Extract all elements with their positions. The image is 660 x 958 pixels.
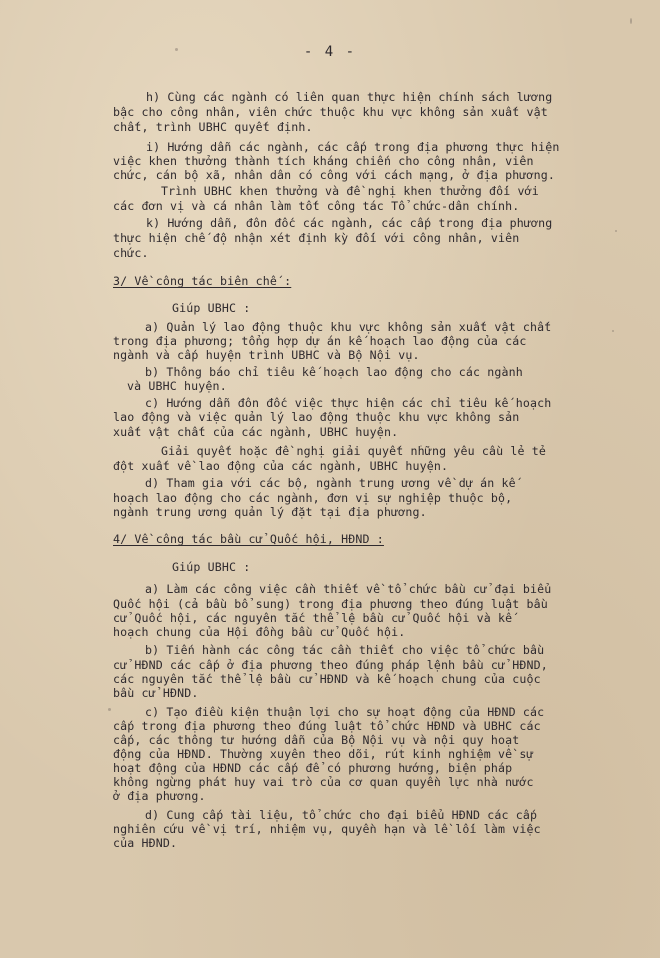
- s4-item-b-line-3: các nguyên tắc thể lệ bầu cử HĐND và kế hoạch chung của cuộc: [113, 672, 541, 686]
- s4-item-b-line-2: cử HĐND các cấp ở địa phương theo đúng pháp lệnh bầu cử HĐND,: [113, 658, 548, 672]
- item-k-line-2: thực hiện chế độ nhận xét định kỳ đối với công nhân, viên: [113, 231, 520, 245]
- section-4-heading: 4/ Về công tác bầu cử Quốc hội, HĐND :: [113, 532, 384, 546]
- s4-item-b-line-4: bầu cử HĐND.: [113, 686, 199, 700]
- s4-item-c-line-2: cấp trong địa phương theo đúng luật tổ chức HĐND và UBHC các: [113, 719, 541, 733]
- item-k-line-3: chức.: [113, 246, 149, 260]
- s3-item-d-line-3: ngành trung ương quản lý đặt tại địa phương.: [113, 505, 427, 519]
- paper-speck: [615, 230, 617, 232]
- s4-item-b-line-1: b) Tiến hành các công tác cần thiết cho việc tổ chức bầu: [145, 643, 545, 657]
- s4-item-c-line-6: không ngừng phát huy vai trò của cơ quan quyền lực nhà nước: [113, 775, 534, 789]
- section-3-heading: 3/ Về công tác biên chế :: [113, 274, 292, 288]
- s3-item-c-line-2: lao động và việc quản lý lao động thuộc khu vực không sản: [113, 410, 520, 424]
- s4-item-c-line-3: cấp, các thông tư hướng dẫn của Bộ Nội vụ và nội quy hoạt: [113, 733, 520, 747]
- paper-speck: [420, 445, 422, 447]
- s4-item-c-line-7: ở địa phương.: [113, 789, 206, 803]
- s3-item-c-line-1: c) Hướng dẫn đôn đốc việc thực hiện các chỉ tiêu kế hoạch: [145, 396, 552, 410]
- s4-item-a-line-2: Quốc hội (cả bầu bổ sung) trong địa phương theo đúng luật bầu: [113, 597, 548, 611]
- item-h-line-1: h) Cùng các ngành có liên quan thực hiện chính sách lương: [146, 90, 553, 104]
- s3-item-c-line-4: Giải quyết hoặc đề nghị giải quyết những yêu cầu lẻ tẻ: [161, 444, 547, 458]
- item-i-line-3: chức, cán bộ xã, nhân dân có công với cách mạng, ở địa phương.: [113, 168, 556, 182]
- s4-item-a-line-3: cử Quốc hội, các nguyên tắc thể lệ bầu cử Quốc hội và kế: [113, 611, 513, 625]
- s4-item-d-line-1: d) Cung cấp tài liệu, tổ chức cho đại biểu HĐND các cấp: [145, 808, 538, 822]
- s3-item-a-line-1: a) Quản lý lao động thuộc khu vực không sản xuất vật chất: [145, 320, 552, 334]
- item-i-line-5: các đơn vị và cá nhân làm tốt công tác Tổ chức-dân chính.: [113, 199, 520, 213]
- section-3-giup-ubhc: Giúp UBHC :: [172, 301, 251, 315]
- s3-item-c-line-5: đột xuất về lao động của các ngành, UBHC huyện.: [113, 459, 449, 473]
- item-k-line-1: k) Hướng dẫn, đôn đốc các ngành, các cấp trong địa phương: [146, 216, 553, 230]
- s4-item-d-line-3: của HĐND.: [113, 836, 178, 850]
- s4-item-c-line-5: hoạt động của HĐND các cấp để có phương hướng, biện pháp: [113, 761, 513, 775]
- item-i-line-4: Trình UBHC khen thưởng và đề nghị khen thưởng đối với: [161, 184, 539, 198]
- paper-speck: [630, 18, 632, 24]
- s3-item-c-line-3: xuất vật chất của các ngành, UBHC huyện.: [113, 425, 399, 439]
- s4-item-c-line-1: c) Tạo điều kiện thuận lợi cho sự hoạt động của HĐND các: [145, 705, 545, 719]
- s3-item-a-line-3: ngành và cấp huyện trình UBHC và Bộ Nội vụ.: [113, 348, 420, 362]
- s3-item-b-line-1: b) Thông báo chỉ tiêu kế hoạch lao động cho các ngành: [145, 365, 523, 379]
- s3-item-d-line-2: hoạch lao động cho các ngành, đơn vị sự nghiệp thuộc bộ,: [113, 491, 513, 505]
- section-4-giup-ubhc: Giúp UBHC :: [172, 560, 251, 574]
- s3-item-b-line-2: và UBHC huyện.: [127, 379, 227, 393]
- s4-item-d-line-2: nghiên cứu về vị trí, nhiệm vụ, quyền hạn và lề lối làm việc: [113, 822, 541, 836]
- item-i-line-1: i) Hướng dẫn các ngành, các cấp trong địa phương thực hiện: [146, 140, 560, 154]
- s4-item-a-line-1: a) Làm các công việc cần thiết về tổ chức bầu cử đại biểu: [145, 582, 552, 596]
- page-number: - 4 -: [303, 44, 357, 60]
- paper-speck: [108, 708, 111, 711]
- item-h-line-3: chất, trình UBHC quyết định.: [113, 120, 313, 134]
- s3-item-d-line-1: d) Tham gia với các bộ, ngành trung ương về dự án kế: [145, 476, 516, 490]
- item-i-line-2: việc khen thưởng thành tích kháng chiến cho công nhân, viên: [113, 154, 534, 168]
- item-h-line-2: bậc cho công nhân, viên chức thuộc khu vực không sản xuất vật: [113, 105, 548, 119]
- paper-speck: [612, 330, 614, 332]
- s4-item-c-line-4: động của HĐND. Thường xuyên theo dõi, rút kinh nghiệm về sự: [113, 747, 534, 761]
- paper-speck: [175, 48, 178, 51]
- s3-item-a-line-2: trong địa phương; tổng hợp dự án kế hoạch lao động của các: [113, 334, 527, 348]
- s4-item-a-line-4: hoạch chung của Hội đồng bầu cử Quốc hội.: [113, 625, 406, 639]
